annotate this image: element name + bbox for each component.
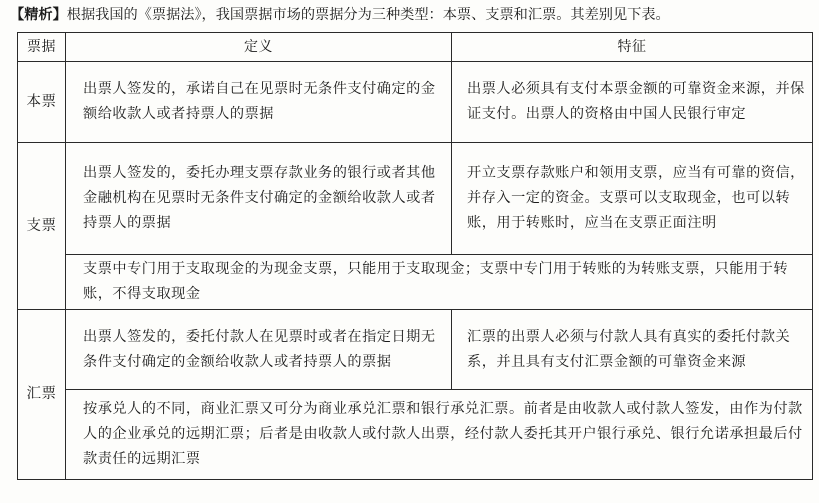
definition-text-zhipiao: 出票人签发的，委托办理支票存款业务的银行或者其他金融机构在见票时无条件支付确定的金额给收款人或者持票人的票据 [83,165,436,231]
features-text-huipiao: 汇票的出票人必须与付款人具有真实的委托付款关系，并且具有支付汇票金额的可靠资金来源 [467,328,791,370]
note-cell-huipiao [66,390,813,480]
intro-text: 根据我国的《票据法》，我国票据市场的票据分为三种类型：本票、支票和汇票。其差别见下表。 [66,7,670,23]
type-cell-zhipiao: 支票 [18,143,66,310]
header-features: 特征 [452,33,813,62]
type-cell-huipiao: 汇票 [18,310,66,480]
table-row-huipiao [18,310,813,390]
definition-text-benpiao: 出票人签发的，承诺自己在见票时无条件支付确定的金额给收款人或者持票人的票据 [83,81,436,122]
table-row-zhipiao-note [18,255,813,310]
intro-paragraph [10,4,815,26]
analysis-tag: 【精析】 [10,7,67,23]
features-cell-huipiao [452,310,813,390]
table-header-row [18,33,813,62]
definition-cell-zhipiao [66,143,452,255]
table-row-huipiao-note [18,390,813,480]
table-row-zhipiao [18,143,813,255]
type-cell-benpiao: 本票 [18,62,66,143]
features-cell-benpiao [452,62,813,143]
header-type: 票据 [18,33,66,62]
header-definition: 定义 [66,33,452,62]
note-cell-zhipiao [66,255,813,310]
note-text-zhipiao: 支票中专门用于支取现金的为现金支票，只能用于支取现金；支票中专门用于转账的为转账支票，只能用于转账，不得支取现金 [83,261,789,302]
features-text-zhipiao: 开立支票存款账户和领用支票，应当有可靠的资信，并存入一定的资金。支票可以支取现金，也可以转账，用于转账时，应当在支票正面注明 [467,165,805,231]
note-text-huipiao: 按承兑人的不同，商业汇票又可分为商业承兑汇票和银行承兑汇票。前者是由收款人或付款人签发，由作为付款人的企业承兑的远期汇票；后者是由收款人或付款人出票，经付款人委托其开户银行承兑、银行允诺承担最后付款责任的远期汇票 [83,401,803,467]
definition-text-huipiao: 出票人签发的，委托付款人在见票时或者在指定日期无条件支付确定的金额给收款人或者持票人的票据 [83,328,436,370]
features-text-benpiao: 出票人必须具有支付本票金额的可靠资金来源，并保证支付。出票人的资格由中国人民银行审定 [467,81,805,122]
definition-cell-huipiao [66,310,452,390]
bill-comparison-table [17,32,813,480]
features-cell-zhipiao [452,143,813,255]
table-row-benpiao [18,62,813,143]
definition-cell-benpiao [66,62,452,143]
